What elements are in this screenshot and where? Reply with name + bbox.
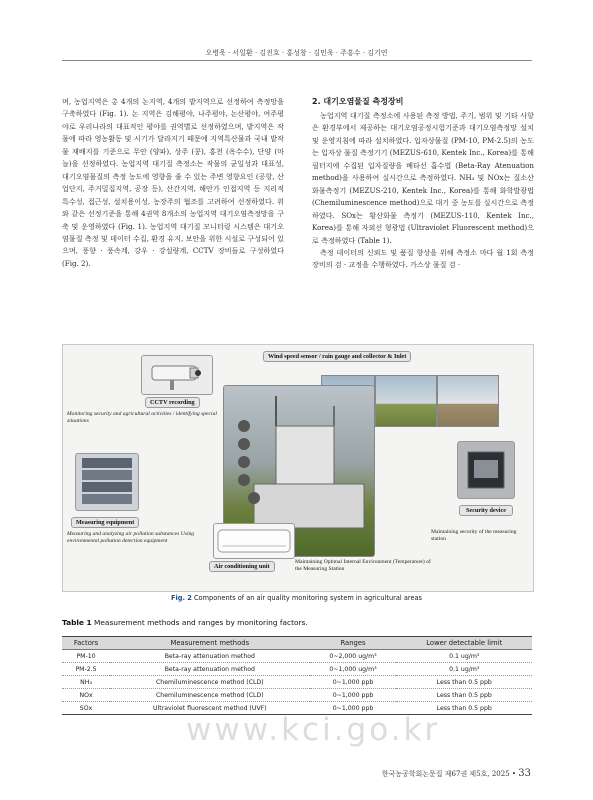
- table-cell: Ultraviolet fluorescent method (UVF): [110, 702, 310, 715]
- table-cell: PM-10: [62, 650, 110, 663]
- air-conditioner-image: [213, 523, 295, 559]
- cctv-camera-image: [141, 355, 213, 395]
- table-cell: Less than 0.5 ppb: [396, 702, 532, 715]
- table-header-row: [62, 637, 532, 650]
- table-cell: 0~2,000 ug/m³: [310, 650, 397, 663]
- table-cell: 0~1,000 ug/m³: [310, 663, 397, 676]
- table-header-methods: Measurement methods: [110, 637, 310, 650]
- caption-security-device: Maintaining security of the measuring station: [431, 529, 517, 542]
- equipment-rack-icon: [76, 454, 138, 510]
- table-cell: Less than 0.5 ppb: [396, 676, 532, 689]
- label-air-conditioning: Air conditioning unit: [209, 561, 275, 572]
- table-row: [62, 689, 532, 702]
- caption-air-conditioning: Maintaining Optimal Internal Environment (Temperature) of the Measuring Station: [295, 559, 431, 572]
- figure-caption-text: Components of an air quality monitoring system in agricultural areas: [191, 594, 422, 602]
- right-column: [312, 110, 534, 272]
- table-cell: Beta-ray attenuation method: [110, 650, 310, 663]
- table-cell: 0~1,000 ppb: [310, 702, 397, 715]
- table-row: [62, 676, 532, 689]
- table-header-limit: Lower detectable limit: [396, 637, 532, 650]
- caption-cctv: Monitoring security and agricultural activities / identifying special situations: [67, 411, 217, 424]
- table-cell: Beta-ray attenuation method: [110, 663, 310, 676]
- table-cell: 0.1 ug/m³: [396, 663, 532, 676]
- measurement-table: [62, 636, 532, 715]
- left-paragraph-1: 며, 농업지역은 총 4개의 논지역, 4개의 밭지역으로 선정하여 측정망을 구축하였다 (Fig. 1). 논 지역은 김해평야, 나주평야, 논산평야, 여주평야로 우리나라의 대표적인 평야를 권역별로 선정하였으며, 밭지역은 작물에 따라 영농활동 및 시기가 달라지기 때문에 지역특산물과 국내 밭작물 재배지를 기준으로 무안 (양파), 상주 (콩), 홍천 (옥수수), 단양 (마늘)을 선정하였다. 농업지역 대기질 측정소는 작물의 균일성과 대표성, 대기오염물질의 측정 농도에 영향을 줄 수 있는 주변 영향요인 (공항, 산업단지, 주거밀집지역, 공장 등), 산간지역, 해안가 인접지역 등 지리적 특수성, 접근성, 설치용이성, 농장주의 협조를 고려하여 선정하였다. 위와 같은 선정기준을 통해 4권역 8개소의 농업지역 대기오염측정망을 구축 및 운영하였다 (Fig. 1). 농업지역 대기질 모니터링 시스템은 대기오염물질 측정 및 데이터 수집, 환경 유지, 보안을 위한 시설로 구성되어 있으며, 풍향 · 풍속계, 강우 · 강설량계, CCTV 장비들로 구성하였다 (Fig. 2).: [62, 97, 284, 268]
- label-wind-sensor: Wind speed sensor / rain gauge and collector & Inlet: [263, 351, 411, 362]
- section-title: 2. 대기오염물질 측정장비: [312, 97, 404, 106]
- cctv-camera-icon: [142, 356, 212, 394]
- table-caption-text: Measurement methods and ranges by monitoring factors.: [91, 618, 308, 627]
- figure-caption: [0, 594, 593, 602]
- caption-measuring-equipment: Measuring and analyzing air pollution substances Using environmental pollution detection equipment: [67, 531, 195, 544]
- label-security-device: Security device: [459, 505, 513, 516]
- wind-sensor-photo-3: [437, 375, 499, 427]
- table-cell: 0~1,000 ppb: [310, 689, 397, 702]
- footer-journal: 한국농공학회논문집 제67권 제5호, 2025 •: [381, 770, 517, 778]
- label-cctv: CCTV recording: [145, 397, 200, 408]
- table-cell: NOx: [62, 689, 110, 702]
- watermark: www.kci.go.kr: [186, 712, 441, 748]
- label-measuring-equipment: Measuring equipment: [71, 517, 139, 528]
- header-divider: [62, 60, 532, 61]
- table-cell: 0.1 ug/m³: [396, 650, 532, 663]
- running-header: 오병욱 · 서일환 · 김진호 · 홍성창 · 김민욱 · 주흥수 · 김기연: [205, 49, 388, 57]
- table-header-factors: Factors: [62, 637, 110, 650]
- table-cell: PM-2.5: [62, 663, 110, 676]
- air-conditioner-icon: [214, 524, 294, 558]
- right-paragraph-2: 측정 데이터의 신뢰도 및 품질 향상을 위해 측정소 마다 월 1회 측정장비의 검 · 교정을 수행하였다. 가스상 물질 검 ·: [312, 247, 534, 270]
- page-footer: [382, 768, 531, 779]
- table-cell: 0~1,000 ppb: [310, 676, 397, 689]
- right-paragraph-1: 농업지역 대기질 측정소에 사용된 측정 방법, 주기, 범위 및 기타 사항은 환경부에서 제공하는 대기오염공정시험기준과 대기오염측정망 설치 및 운영지침에 따라 설치하였다. 입자상물질 (PM-10, PM-2.5)의 농도는 입자상 물질 측정기기 (MEZUS-610, Kentek Inc., Korea)를 통해 필터지에 수집된 입자질량을 베타선 흡수법 (Beta-Ray Atenuation method)을 사용하여 실시간으로 측정하였다. NH₃ 및 NOx는 질소산화물측정기 (MEZUS-210, Kentek Inc., Korea)를 통해 화학발광법 (Chemiluminescence method)으로 대기 중 농도를 실시간으로 측정하였다. SOx는 황산화물 측정기 (MEZUS-110, Kentek Inc., Korea)를 통해 자외선 형광법 (Ultraviolet Fluorescent method)으로 측정하였다 (Table 1).: [312, 111, 534, 245]
- security-box-icon: [458, 442, 514, 498]
- page-number: 33: [518, 768, 531, 779]
- table-caption: [62, 618, 308, 627]
- table-cell: Chemiluminescence method (CLD): [110, 689, 310, 702]
- figure-monitoring-system: [62, 344, 534, 592]
- table-row: [62, 650, 532, 663]
- table-row: [62, 663, 532, 676]
- table-cell: Chemiluminescence method (CLD): [110, 676, 310, 689]
- table-cell: Less than 0.5 ppb: [396, 689, 532, 702]
- wind-sensor-photo-2: [375, 375, 437, 427]
- security-device-image: [457, 441, 515, 499]
- table-header-ranges: Ranges: [310, 637, 397, 650]
- table-cell: SOx: [62, 702, 110, 715]
- table-cell: NH₃: [62, 676, 110, 689]
- measuring-equipment-image: [75, 453, 139, 511]
- figure-caption-label: Fig. 2: [170, 594, 192, 602]
- left-column: [62, 96, 284, 270]
- table-caption-label: Table 1: [62, 618, 92, 627]
